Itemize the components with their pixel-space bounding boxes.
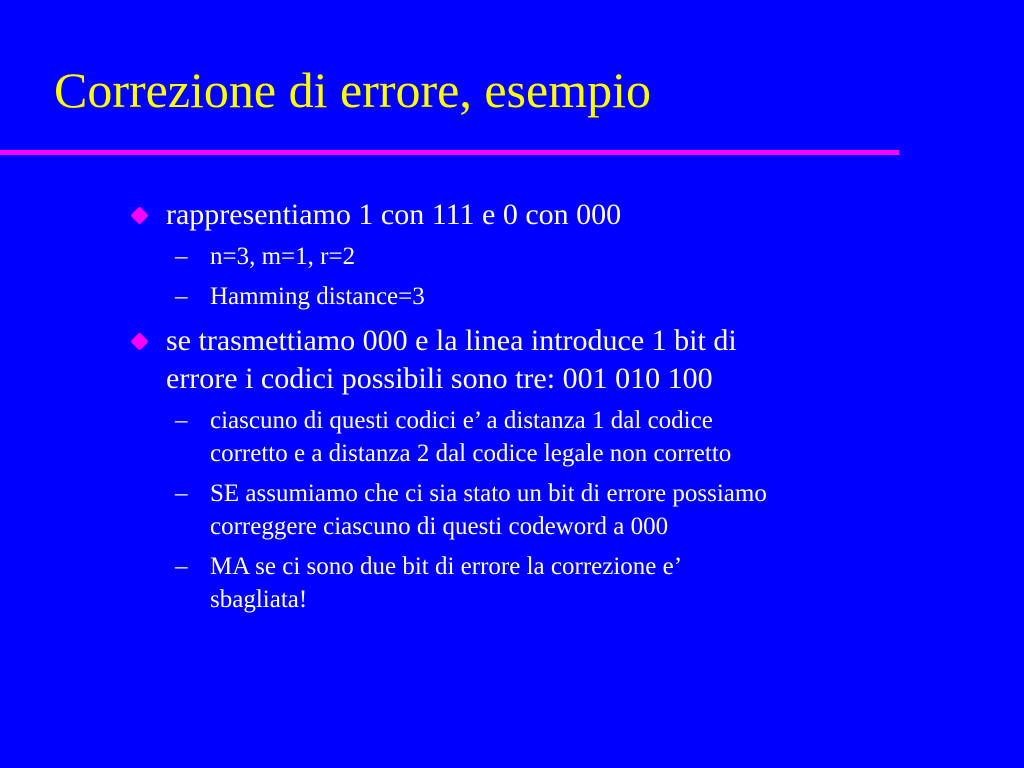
bullet-text: rappresentiamo 1 con 111 e 0 con 000	[166, 198, 622, 231]
dash-icon: –	[175, 553, 188, 580]
slide-title: Correzione di errore, esempio	[54, 62, 651, 118]
diamond-bullet-icon	[130, 206, 148, 224]
slide-content	[128, 196, 1008, 623]
sub-item-text-line: SE assumiamo che ci sia stato un bit di errore possiamo	[210, 480, 767, 507]
dash-icon: –	[175, 243, 188, 270]
dash-icon: –	[175, 407, 188, 434]
sub-item-text-line: MA se ci sono due bit di errore la correzione e’	[210, 553, 683, 580]
bullet-text-line: errore i codici possibili sono tre: 001 010 100	[166, 362, 713, 395]
diamond-bullet-icon	[130, 332, 148, 350]
sub-item	[175, 280, 1008, 313]
dash-icon: –	[175, 480, 188, 507]
sub-item-text-line: sbagliata!	[210, 586, 308, 613]
bullet-item	[128, 196, 1008, 234]
sub-item	[175, 550, 1008, 616]
bullet-item	[128, 322, 1008, 398]
sub-item-text-line: correggere ciascuno di questi codeword a 000	[210, 513, 669, 540]
sub-item-text-line: ciascuno di questi codici e’ a distanza 1 dal codice	[210, 407, 713, 434]
dash-icon: –	[175, 283, 188, 310]
sub-item-text-line: corretto e a distanza 2 dal codice legale non corretto	[210, 440, 732, 467]
sub-item-text: Hamming distance=3	[210, 283, 425, 310]
bullet-text-line: se trasmettiamo 000 e la linea introduce 1 bit di	[166, 324, 737, 357]
sub-item	[175, 477, 1008, 543]
title-divider	[0, 150, 899, 155]
sub-item	[175, 240, 1008, 273]
sub-item-text: n=3, m=1, r=2	[210, 243, 356, 270]
sub-item	[175, 404, 1008, 470]
